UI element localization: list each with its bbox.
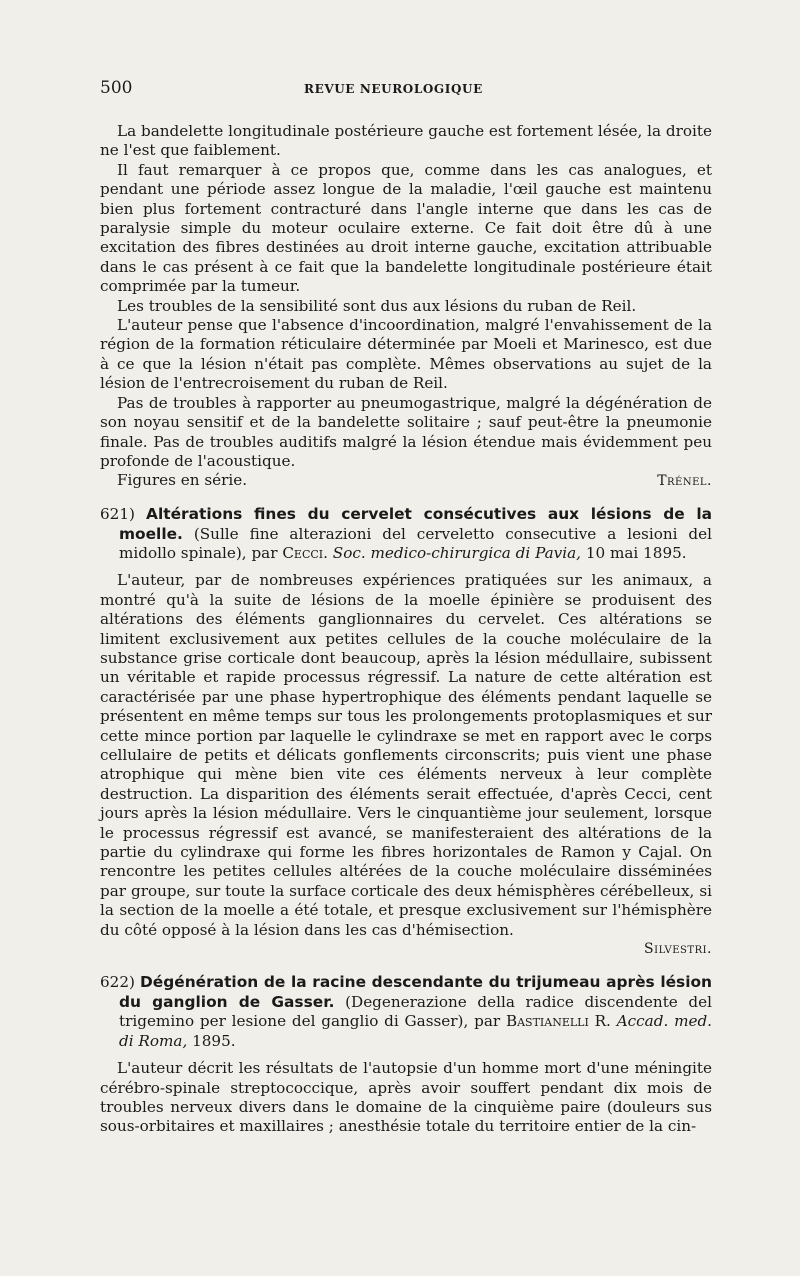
- paragraph: Pas de troubles à rapporter au pneumogastrique, malgré la dégénération de son noyau sensitif et de la bandelette solitaire ; sauf peut-être la pneumonie finale. Pas de troubles auditifs malgré la lésion étendue mais évidemment peu profonde de l'acoustique.: [100, 393, 712, 470]
- article-journal: Soc. medico-chirurgica di Pavia,: [332, 543, 581, 562]
- signature-trenel: Trénel.: [657, 472, 712, 489]
- article-number: 621): [100, 505, 135, 524]
- page-header: [100, 78, 712, 106]
- article-number: 622): [100, 973, 135, 992]
- article-author: Cecci.: [282, 543, 328, 562]
- article-author: Bastianelli: [505, 1012, 589, 1031]
- article-title: Dégénération de la racine descendante du trijumeau après lésion du ganglion de Gasser.: [119, 973, 713, 1011]
- article-622-heading: [100, 973, 712, 1051]
- page-number: 500: [100, 78, 133, 98]
- page-content: [100, 122, 712, 1137]
- paragraph: La bandelette longitudinale postérieure gauche est fortement lésée, la droite ne l'est que faiblement.: [100, 122, 712, 160]
- paragraph: Il faut remarquer à ce propos que, comme dans les cas analogues, et pendant une période assez longue de la maladie, l'œil gauche est maintenu bien plus fortement contracturé dans l'angle interne que dans les cas de paralysie simple du moteur oculaire externe. Ce fait doit être dû à une excitation des fibres destinées au droit interne gauche, excitation attribuable dans le cas présent à ce fait que la bandelette longitudinale postérieure était comprimée par la tumeur.: [100, 160, 712, 296]
- article-date: 1895.: [192, 1031, 236, 1050]
- paragraph: Les troubles de la sensibilité sont dus aux lésions du ruban de Reil.: [117, 296, 637, 315]
- article-621-heading: [100, 505, 712, 563]
- article-journal: Accad. med. di Roma,: [119, 1012, 713, 1050]
- signature-silvestri: Silvestri.: [644, 941, 712, 958]
- running-title: REVUE NEUROLOGIQUE: [304, 82, 483, 96]
- figures-note: Figures en série.: [117, 471, 248, 490]
- article-621-body: L'auteur, par de nombreuses expériences pratiquées sur les animaux, a montré qu'à la suite de lésions de la moelle épinière se produisent des altérations des éléments ganglionnaires du cervelet. Ces altérations se limitent exclusivement aux petites cellules de la couche moléculaire de la substance grise corticale dont beaucoup, après la lésion médullaire, subissent un véritable et rapide processus régressif. La nature de cette altération est caractérisée par une phase hypertrophique des éléments pendant laquelle se présentent en même temps sur tous les prolongements protoplasmiques et sur cette mince portion par laquelle le cylindraxe se met en rapport avec le corps cellulaire de petits et délicats gonflements circonscrits; puis vient une phase atrophique qui mène bien vite ces éléments nerveux à leur complète destruction. La disparition des éléments serait effectuée, d'après Cecci, cent jours après la lésion médullaire. Vers le cinquantième jour seulement, lorsque le processus régressif est avancé, se manifesteraient des altérations de la partie du cylindraxe qui forme les fibres horizontales de Ramon y Cajal. On rencontre les petites cellules altérées de la couche moléculaire disséminées par groupe, sur toute la surface corticale des deux hémisphères cérébelleux, si la section de la moelle a été totale, et presque exclusivement sur l'hémisphère du côté opposé à la lésion dans les cas d'hémisection.: [100, 571, 712, 939]
- article-title: Altérations fines du cervelet consécutives aux lésions de la moelle.: [119, 505, 712, 543]
- paragraph: L'auteur pense que l'absence d'incoordination, malgré l'envahissement de la région de la formation réticulaire déterminée par Moeli et Marinesco, est due à ce que la lésion n'était pas complète. Mêmes observations au sujet de la lésion de l'entrecroisement du ruban de Reil.: [100, 316, 712, 393]
- article-author-initial: R.: [594, 1012, 611, 1031]
- article-date: 10 mai 1895.: [585, 543, 687, 562]
- article-622-body: L'auteur décrit les résultats de l'autopsie d'un homme mort d'une méningite cérébro-spinale streptococcique, après avoir souffert pendant dix mois de troubles nerveux divers dans le domaine de la cinquième paire (douleurs sus sous-orbitaires et maxillaires ; anesthésie totale du territoire entier de la cin-: [100, 1059, 712, 1136]
- article-reference: (Sulle fine alterazioni del cerveletto consecutive a lesioni del midollo spinale), par: [119, 524, 712, 562]
- article-reference: (Degenerazione della radice discendente del trigemino per lesione del ganglio di Gasser), par: [119, 992, 712, 1031]
